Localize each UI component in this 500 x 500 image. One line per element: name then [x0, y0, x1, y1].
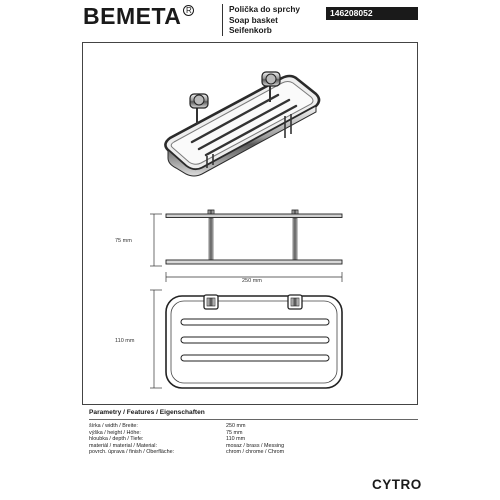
front-view — [115, 210, 342, 284]
width-dimension-label: 250 mm — [242, 278, 262, 284]
product-names — [229, 4, 300, 36]
param-label: materiál / material / Material: — [89, 442, 158, 449]
registered-mark-icon: R — [183, 5, 194, 16]
right-holder-ring — [266, 74, 276, 84]
brand-wordmark: BEMETA — [83, 3, 182, 29]
param-value: 110 mm — [226, 436, 246, 442]
param-value: chrom / chrome / Chrom — [226, 449, 285, 455]
param-label: šírka / width / Breite: — [89, 423, 138, 429]
product-code: 146208052 — [326, 7, 418, 20]
product-name-en: Soap basket — [229, 14, 278, 25]
product-photo — [165, 72, 319, 176]
top-view — [115, 290, 342, 388]
product-name-cz: Polička do sprchy — [229, 4, 301, 14]
param-value: 75 mm — [226, 429, 243, 436]
param-label: hloubka / depth / Tiefe: — [89, 436, 144, 442]
left-holder-ring — [194, 95, 204, 105]
front-left-post — [209, 218, 213, 260]
param-value: 250 mm — [226, 423, 246, 429]
param-label: povrch. úprava / finish / Oberfläche: — [89, 449, 175, 455]
parameters-divider — [89, 419, 418, 420]
parameters-table — [89, 423, 284, 456]
header-divider — [222, 4, 223, 36]
brand-logo — [83, 5, 194, 28]
front-right-post — [293, 218, 297, 260]
depth-dimension-label: 110 mm — [115, 338, 135, 344]
parameters-title: Parametry / Features / Eigenschaften — [89, 409, 205, 416]
front-top-rail — [166, 214, 342, 218]
front-tray-base — [166, 260, 342, 264]
technical-drawing — [82, 42, 418, 405]
param-row-finish — [89, 449, 284, 456]
height-dimension-label: 75 mm — [115, 238, 132, 244]
product-name-de: Seifenkorb — [229, 25, 272, 36]
collection-name: CYTRO — [372, 477, 422, 492]
top-tray-outline — [166, 296, 342, 388]
param-label: výška / height / Höhe: — [89, 429, 141, 436]
param-value: mosaz / brass / Messing — [226, 442, 285, 449]
